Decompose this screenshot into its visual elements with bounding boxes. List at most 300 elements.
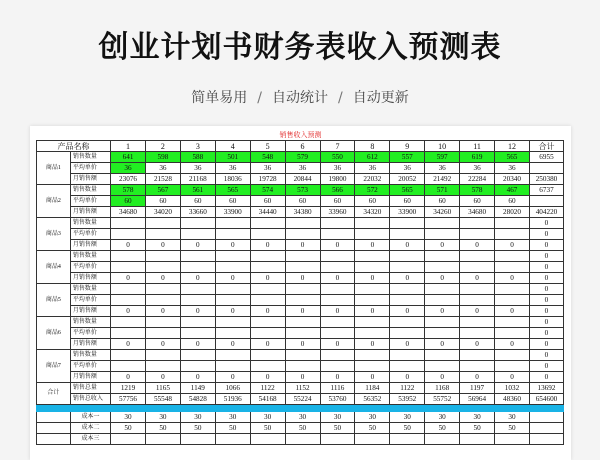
data-cell[interactable]: 30 — [495, 412, 530, 423]
data-cell[interactable]: 30 — [215, 412, 250, 423]
total-cell[interactable]: 0 — [529, 229, 563, 240]
data-cell[interactable]: 30 — [111, 412, 146, 423]
data-cell[interactable] — [355, 317, 390, 328]
data-cell[interactable]: 597 — [425, 152, 460, 163]
data-cell[interactable]: 20340 — [495, 174, 530, 185]
data-cell[interactable]: 0 — [320, 240, 355, 251]
product-group-label[interactable]: 商品3 — [37, 218, 71, 251]
data-cell[interactable]: 33900 — [390, 207, 425, 218]
data-cell[interactable] — [460, 361, 495, 372]
data-cell[interactable]: 1152 — [285, 383, 320, 394]
data-cell[interactable]: 30 — [250, 412, 285, 423]
data-cell[interactable]: 619 — [460, 152, 495, 163]
data-cell[interactable] — [250, 350, 285, 361]
data-cell[interactable]: 34680 — [460, 207, 495, 218]
data-cell[interactable] — [250, 284, 285, 295]
data-cell[interactable] — [390, 434, 425, 445]
data-cell[interactable] — [495, 251, 530, 262]
data-cell[interactable]: 21168 — [180, 174, 215, 185]
data-cell[interactable]: 0 — [145, 306, 180, 317]
metric-label[interactable]: 月销售额 — [70, 240, 110, 251]
data-cell[interactable]: 0 — [285, 372, 320, 383]
total-cell[interactable]: 0 — [529, 317, 563, 328]
data-cell[interactable]: 18036 — [215, 174, 250, 185]
data-cell[interactable]: 1149 — [180, 383, 215, 394]
data-cell[interactable] — [425, 361, 460, 372]
data-cell[interactable]: 20844 — [285, 174, 320, 185]
data-cell[interactable] — [355, 284, 390, 295]
data-cell[interactable] — [250, 317, 285, 328]
data-cell[interactable]: 34260 — [425, 207, 460, 218]
data-cell[interactable]: 51936 — [215, 394, 250, 405]
data-cell[interactable]: 50 — [355, 423, 390, 434]
data-cell[interactable]: 30 — [355, 412, 390, 423]
data-cell[interactable]: 0 — [180, 339, 215, 350]
data-cell[interactable]: 0 — [285, 306, 320, 317]
total-cell[interactable]: 13692 — [529, 383, 563, 394]
data-cell[interactable]: 0 — [250, 240, 285, 251]
header-month-5[interactable]: 5 — [250, 141, 285, 152]
total-cell[interactable]: 0 — [529, 295, 563, 306]
data-cell[interactable] — [180, 251, 215, 262]
data-cell[interactable] — [390, 295, 425, 306]
data-cell[interactable]: 19728 — [250, 174, 285, 185]
metric-label[interactable]: 平均单价 — [70, 196, 110, 207]
total-cell[interactable]: 0 — [529, 339, 563, 350]
data-cell[interactable] — [145, 251, 180, 262]
data-cell[interactable]: 48360 — [495, 394, 530, 405]
data-cell[interactable] — [320, 317, 355, 328]
data-cell[interactable] — [215, 350, 250, 361]
metric-label[interactable]: 月销售额 — [70, 174, 110, 185]
data-cell[interactable]: 0 — [180, 273, 215, 284]
total-cell[interactable]: 250380 — [529, 174, 563, 185]
data-cell[interactable]: 53952 — [390, 394, 425, 405]
data-cell[interactable] — [355, 218, 390, 229]
data-cell[interactable] — [320, 361, 355, 372]
data-cell[interactable] — [250, 262, 285, 273]
data-cell[interactable] — [390, 361, 425, 372]
data-cell[interactable]: 1122 — [250, 383, 285, 394]
data-cell[interactable] — [285, 295, 320, 306]
data-cell[interactable]: 0 — [145, 372, 180, 383]
data-cell[interactable]: 50 — [215, 423, 250, 434]
data-cell[interactable] — [145, 328, 180, 339]
data-cell[interactable]: 565 — [495, 152, 530, 163]
data-cell[interactable]: 0 — [215, 372, 250, 383]
data-cell[interactable] — [495, 350, 530, 361]
data-cell[interactable] — [111, 251, 146, 262]
data-cell[interactable]: 0 — [495, 306, 530, 317]
data-cell[interactable] — [145, 229, 180, 240]
data-cell[interactable]: 36 — [250, 163, 285, 174]
data-cell[interactable]: 50 — [320, 423, 355, 434]
data-cell[interactable] — [285, 251, 320, 262]
blank-cell[interactable] — [37, 423, 71, 434]
total-cell[interactable]: 0 — [529, 372, 563, 383]
header-month-10[interactable]: 10 — [425, 141, 460, 152]
data-cell[interactable]: 0 — [145, 273, 180, 284]
data-cell[interactable] — [180, 262, 215, 273]
data-cell[interactable]: 36 — [285, 163, 320, 174]
data-cell[interactable]: 0 — [320, 372, 355, 383]
data-cell[interactable]: 0 — [390, 339, 425, 350]
data-cell[interactable] — [180, 350, 215, 361]
data-cell[interactable]: 33900 — [215, 207, 250, 218]
data-cell[interactable]: 0 — [390, 372, 425, 383]
data-cell[interactable]: 0 — [250, 372, 285, 383]
data-cell[interactable]: 0 — [215, 306, 250, 317]
data-cell[interactable] — [320, 229, 355, 240]
data-cell[interactable]: 60 — [390, 196, 425, 207]
data-cell[interactable]: 0 — [250, 306, 285, 317]
data-cell[interactable]: 56352 — [355, 394, 390, 405]
data-cell[interactable] — [285, 317, 320, 328]
header-product-name[interactable]: 产品名称 — [37, 141, 111, 152]
data-cell[interactable] — [145, 350, 180, 361]
data-cell[interactable]: 36 — [495, 163, 530, 174]
data-cell[interactable]: 1122 — [390, 383, 425, 394]
data-cell[interactable] — [425, 295, 460, 306]
data-cell[interactable]: 0 — [495, 273, 530, 284]
metric-label[interactable]: 销售数量 — [70, 152, 110, 163]
data-cell[interactable]: 23076 — [111, 174, 146, 185]
data-cell[interactable]: 33960 — [320, 207, 355, 218]
data-cell[interactable] — [215, 251, 250, 262]
data-cell[interactable]: 55548 — [145, 394, 180, 405]
data-cell[interactable]: 36 — [180, 163, 215, 174]
data-cell[interactable]: 30 — [460, 412, 495, 423]
data-cell[interactable] — [495, 328, 530, 339]
data-cell[interactable]: 30 — [425, 412, 460, 423]
data-cell[interactable] — [355, 328, 390, 339]
data-cell[interactable]: 36 — [390, 163, 425, 174]
metric-label[interactable]: 平均单价 — [70, 328, 110, 339]
data-cell[interactable] — [180, 229, 215, 240]
data-cell[interactable]: 34440 — [250, 207, 285, 218]
data-cell[interactable]: 50 — [495, 423, 530, 434]
data-cell[interactable] — [285, 229, 320, 240]
product-group-label[interactable]: 商品7 — [37, 350, 71, 383]
data-cell[interactable]: 0 — [111, 306, 146, 317]
total-cell[interactable] — [529, 423, 563, 434]
data-cell[interactable] — [215, 361, 250, 372]
data-cell[interactable]: 588 — [180, 152, 215, 163]
data-cell[interactable] — [425, 350, 460, 361]
data-cell[interactable]: 641 — [111, 152, 146, 163]
data-cell[interactable] — [215, 328, 250, 339]
data-cell[interactable]: 565 — [390, 185, 425, 196]
data-cell[interactable]: 1165 — [145, 383, 180, 394]
data-cell[interactable]: 60 — [495, 196, 530, 207]
data-cell[interactable]: 60 — [355, 196, 390, 207]
data-cell[interactable] — [285, 262, 320, 273]
data-cell[interactable] — [111, 328, 146, 339]
metric-label[interactable]: 月销售额 — [70, 207, 110, 218]
data-cell[interactable]: 0 — [355, 273, 390, 284]
data-cell[interactable]: 567 — [145, 185, 180, 196]
data-cell[interactable] — [495, 434, 530, 445]
data-cell[interactable]: 0 — [320, 306, 355, 317]
total-cell[interactable] — [529, 163, 563, 174]
data-cell[interactable] — [355, 434, 390, 445]
data-cell[interactable]: 53760 — [320, 394, 355, 405]
data-cell[interactable]: 0 — [145, 240, 180, 251]
data-cell[interactable]: 56964 — [460, 394, 495, 405]
data-cell[interactable] — [111, 317, 146, 328]
data-cell[interactable]: 0 — [390, 306, 425, 317]
data-cell[interactable] — [285, 434, 320, 445]
cost-label[interactable]: 成本三 — [70, 434, 110, 445]
data-cell[interactable] — [495, 284, 530, 295]
cost-label[interactable]: 成本一 — [70, 412, 110, 423]
data-cell[interactable]: 0 — [460, 306, 495, 317]
data-cell[interactable] — [145, 284, 180, 295]
data-cell[interactable]: 0 — [460, 273, 495, 284]
data-cell[interactable] — [215, 317, 250, 328]
data-cell[interactable] — [250, 361, 285, 372]
header-month-11[interactable]: 11 — [460, 141, 495, 152]
data-cell[interactable]: 33660 — [180, 207, 215, 218]
data-cell[interactable]: 55224 — [285, 394, 320, 405]
data-cell[interactable]: 0 — [460, 339, 495, 350]
data-cell[interactable]: 0 — [320, 339, 355, 350]
data-cell[interactable] — [355, 251, 390, 262]
data-cell[interactable]: 561 — [180, 185, 215, 196]
data-cell[interactable]: 0 — [111, 273, 146, 284]
data-cell[interactable]: 0 — [250, 339, 285, 350]
total-cell[interactable]: 0 — [529, 273, 563, 284]
data-cell[interactable]: 0 — [320, 273, 355, 284]
header-month-1[interactable]: 1 — [111, 141, 146, 152]
data-cell[interactable] — [390, 328, 425, 339]
data-cell[interactable] — [425, 284, 460, 295]
data-cell[interactable]: 34380 — [285, 207, 320, 218]
data-cell[interactable] — [355, 350, 390, 361]
data-cell[interactable] — [180, 361, 215, 372]
data-cell[interactable]: 0 — [355, 240, 390, 251]
data-cell[interactable] — [180, 328, 215, 339]
data-cell[interactable]: 0 — [215, 240, 250, 251]
data-cell[interactable] — [285, 218, 320, 229]
blank-cell[interactable] — [37, 412, 71, 423]
total-cell[interactable]: 0 — [529, 328, 563, 339]
data-cell[interactable] — [111, 295, 146, 306]
data-cell[interactable]: 1184 — [355, 383, 390, 394]
data-cell[interactable]: 21492 — [425, 174, 460, 185]
metric-label[interactable]: 月销售额 — [70, 339, 110, 350]
data-cell[interactable]: 1066 — [215, 383, 250, 394]
total-cell[interactable]: 654600 — [529, 394, 563, 405]
total-cell[interactable]: 0 — [529, 251, 563, 262]
data-cell[interactable] — [390, 251, 425, 262]
total-cell[interactable]: 0 — [529, 240, 563, 251]
data-cell[interactable]: 0 — [180, 306, 215, 317]
data-cell[interactable]: 0 — [111, 240, 146, 251]
data-cell[interactable] — [425, 251, 460, 262]
data-cell[interactable]: 565 — [215, 185, 250, 196]
data-cell[interactable]: 1219 — [111, 383, 146, 394]
data-cell[interactable]: 0 — [355, 372, 390, 383]
data-cell[interactable]: 50 — [285, 423, 320, 434]
data-cell[interactable]: 60 — [180, 196, 215, 207]
data-cell[interactable]: 0 — [355, 339, 390, 350]
cost-label[interactable]: 成本二 — [70, 423, 110, 434]
metric-label[interactable]: 销售数量 — [70, 185, 110, 196]
data-cell[interactable]: 0 — [390, 240, 425, 251]
data-cell[interactable] — [111, 361, 146, 372]
data-cell[interactable] — [250, 218, 285, 229]
data-cell[interactable] — [250, 251, 285, 262]
total-cell[interactable]: 0 — [529, 218, 563, 229]
data-cell[interactable] — [460, 434, 495, 445]
metric-label[interactable]: 平均单价 — [70, 295, 110, 306]
data-cell[interactable]: 30 — [320, 412, 355, 423]
data-cell[interactable] — [111, 350, 146, 361]
data-cell[interactable]: 0 — [215, 339, 250, 350]
data-cell[interactable] — [460, 328, 495, 339]
total-cell[interactable] — [529, 196, 563, 207]
product-group-label[interactable]: 商品2 — [37, 185, 71, 218]
data-cell[interactable] — [145, 295, 180, 306]
data-cell[interactable]: 0 — [355, 306, 390, 317]
data-cell[interactable] — [390, 218, 425, 229]
data-cell[interactable]: 501 — [215, 152, 250, 163]
metric-label[interactable]: 平均单价 — [70, 262, 110, 273]
data-cell[interactable]: 20052 — [390, 174, 425, 185]
data-cell[interactable] — [495, 317, 530, 328]
header-month-6[interactable]: 6 — [285, 141, 320, 152]
data-cell[interactable] — [320, 218, 355, 229]
data-cell[interactable] — [460, 350, 495, 361]
data-cell[interactable] — [250, 229, 285, 240]
data-cell[interactable]: 54168 — [250, 394, 285, 405]
data-cell[interactable]: 0 — [425, 339, 460, 350]
data-cell[interactable] — [425, 434, 460, 445]
data-cell[interactable]: 0 — [111, 372, 146, 383]
data-cell[interactable]: 0 — [425, 240, 460, 251]
data-cell[interactable]: 550 — [320, 152, 355, 163]
data-cell[interactable]: 36 — [355, 163, 390, 174]
total-cell[interactable]: 0 — [529, 262, 563, 273]
data-cell[interactable]: 60 — [111, 196, 146, 207]
data-cell[interactable]: 50 — [425, 423, 460, 434]
data-cell[interactable] — [111, 284, 146, 295]
data-cell[interactable]: 60 — [250, 196, 285, 207]
data-cell[interactable] — [320, 350, 355, 361]
data-cell[interactable] — [390, 262, 425, 273]
header-total[interactable]: 合计 — [529, 141, 563, 152]
data-cell[interactable]: 0 — [285, 339, 320, 350]
data-cell[interactable] — [320, 262, 355, 273]
data-cell[interactable] — [320, 295, 355, 306]
data-cell[interactable]: 1168 — [425, 383, 460, 394]
data-cell[interactable] — [460, 229, 495, 240]
data-cell[interactable]: 30 — [390, 412, 425, 423]
data-cell[interactable]: 0 — [215, 273, 250, 284]
data-cell[interactable]: 578 — [460, 185, 495, 196]
data-cell[interactable] — [250, 328, 285, 339]
data-cell[interactable] — [390, 284, 425, 295]
data-cell[interactable]: 54828 — [180, 394, 215, 405]
data-cell[interactable] — [180, 218, 215, 229]
data-cell[interactable] — [285, 350, 320, 361]
data-cell[interactable] — [285, 284, 320, 295]
data-cell[interactable] — [355, 262, 390, 273]
header-month-7[interactable]: 7 — [320, 141, 355, 152]
data-cell[interactable] — [390, 317, 425, 328]
data-cell[interactable]: 50 — [460, 423, 495, 434]
blank-cell[interactable] — [37, 434, 71, 445]
data-cell[interactable] — [145, 361, 180, 372]
data-cell[interactable] — [180, 317, 215, 328]
data-cell[interactable]: 612 — [355, 152, 390, 163]
product-group-label[interactable]: 商品4 — [37, 251, 71, 284]
data-cell[interactable]: 21528 — [145, 174, 180, 185]
data-cell[interactable] — [460, 295, 495, 306]
data-cell[interactable]: 578 — [111, 185, 146, 196]
data-cell[interactable]: 57756 — [111, 394, 146, 405]
data-cell[interactable]: 50 — [180, 423, 215, 434]
data-cell[interactable]: 1197 — [460, 383, 495, 394]
data-cell[interactable]: 579 — [285, 152, 320, 163]
data-cell[interactable]: 22032 — [355, 174, 390, 185]
total-cell[interactable] — [529, 412, 563, 423]
data-cell[interactable]: 0 — [145, 339, 180, 350]
data-cell[interactable] — [460, 251, 495, 262]
data-cell[interactable] — [111, 434, 146, 445]
data-cell[interactable]: 28020 — [495, 207, 530, 218]
data-cell[interactable] — [180, 284, 215, 295]
data-cell[interactable]: 36 — [460, 163, 495, 174]
data-cell[interactable]: 0 — [460, 240, 495, 251]
data-cell[interactable] — [425, 262, 460, 273]
data-cell[interactable]: 557 — [390, 152, 425, 163]
data-cell[interactable] — [425, 229, 460, 240]
header-month-4[interactable]: 4 — [215, 141, 250, 152]
data-cell[interactable] — [215, 229, 250, 240]
data-cell[interactable]: 1032 — [495, 383, 530, 394]
data-cell[interactable]: 34680 — [111, 207, 146, 218]
data-cell[interactable]: 22284 — [460, 174, 495, 185]
data-cell[interactable]: 36 — [111, 163, 146, 174]
header-month-3[interactable]: 3 — [180, 141, 215, 152]
data-cell[interactable]: 0 — [425, 306, 460, 317]
data-cell[interactable] — [145, 317, 180, 328]
data-cell[interactable]: 34320 — [355, 207, 390, 218]
metric-label[interactable]: 销售总收入 — [70, 394, 110, 405]
data-cell[interactable] — [460, 218, 495, 229]
data-cell[interactable]: 19800 — [320, 174, 355, 185]
data-cell[interactable]: 60 — [460, 196, 495, 207]
data-cell[interactable]: 0 — [285, 240, 320, 251]
data-cell[interactable] — [180, 295, 215, 306]
data-cell[interactable]: 60 — [425, 196, 460, 207]
data-cell[interactable]: 50 — [390, 423, 425, 434]
total-cell[interactable]: 6737 — [529, 185, 563, 196]
data-cell[interactable] — [111, 229, 146, 240]
data-cell[interactable]: 36 — [320, 163, 355, 174]
metric-label[interactable]: 销售数量 — [70, 284, 110, 295]
data-cell[interactable] — [215, 262, 250, 273]
data-cell[interactable] — [250, 434, 285, 445]
data-cell[interactable] — [460, 284, 495, 295]
data-cell[interactable] — [425, 218, 460, 229]
data-cell[interactable]: 0 — [180, 372, 215, 383]
data-cell[interactable] — [320, 328, 355, 339]
data-cell[interactable]: 467 — [495, 185, 530, 196]
data-cell[interactable] — [495, 262, 530, 273]
